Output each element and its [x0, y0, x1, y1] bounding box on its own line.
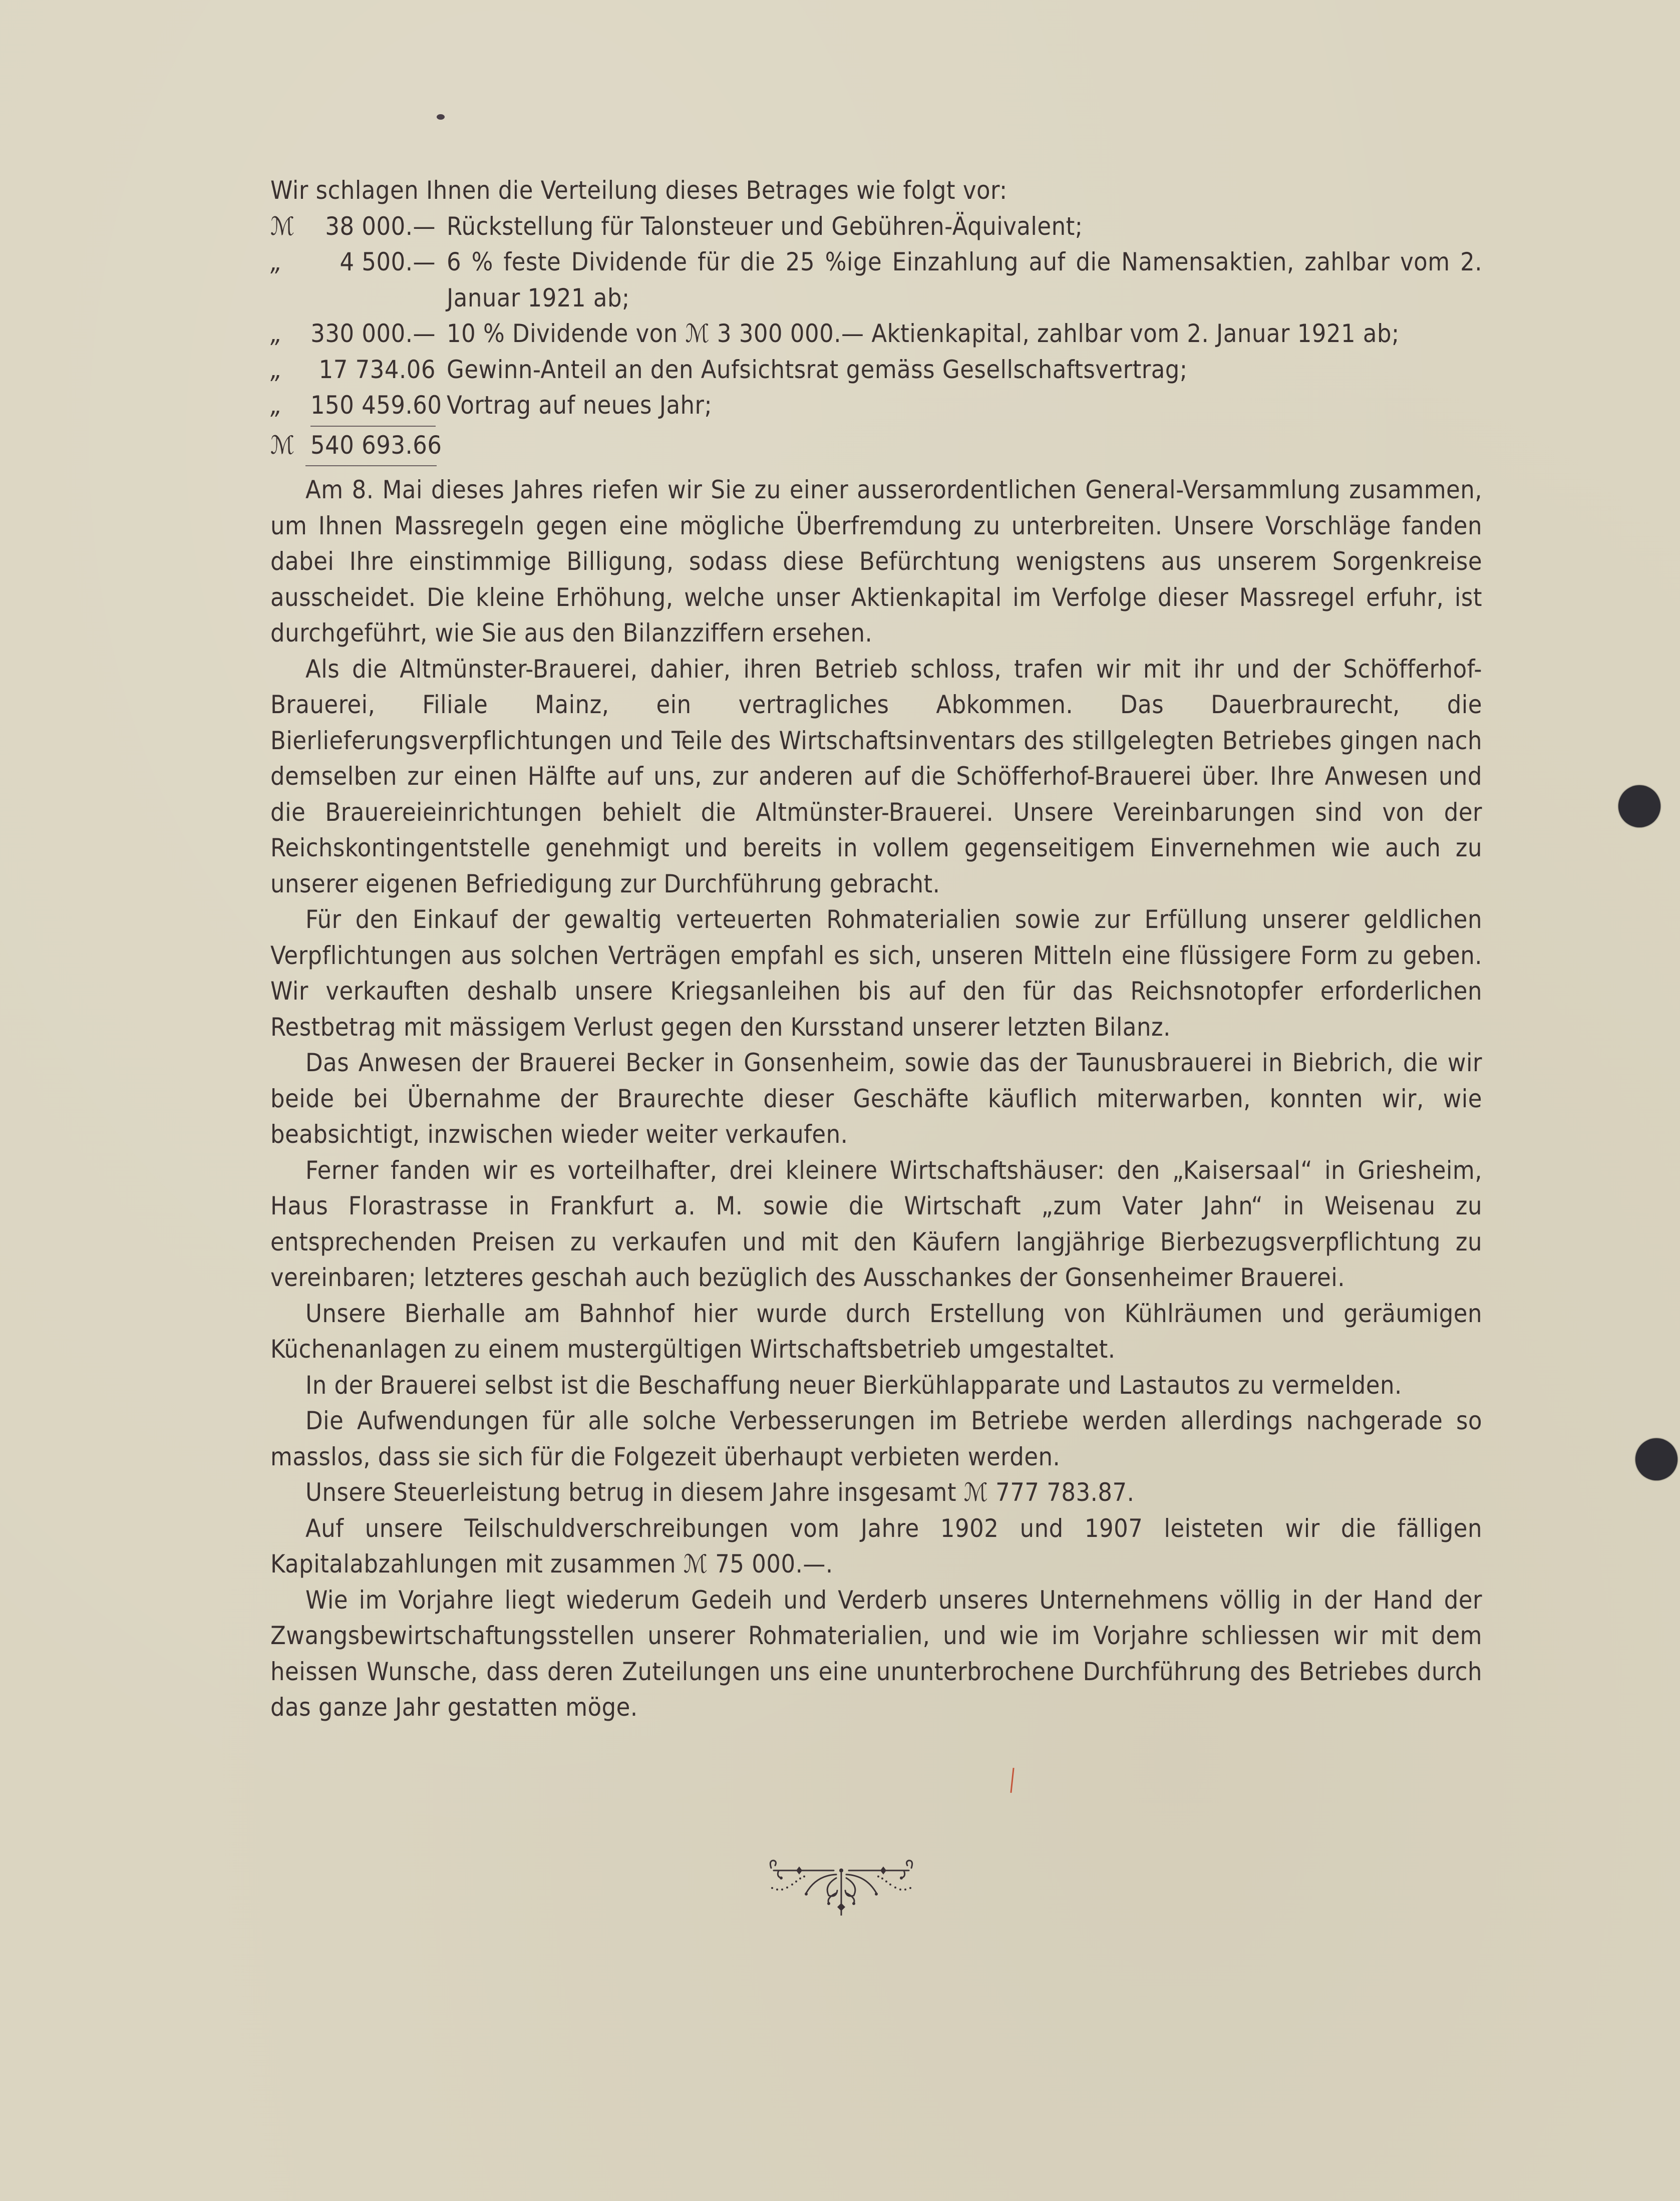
allocation-amount: 150 459.60: [310, 391, 442, 420]
paragraph: Als die Altmünster-Brauerei, dahier, ihren Betrieb schloss, trafen wir mit ihr und der Schöfferhof-Brauerei, Filiale Mainz, ein vertragliches Abkommen. Das Dauerbraurecht, die Bierlieferungsverpflichtungen und Teile des Wirtschaftsinventars des stillgelegten Betriebes gingen nach demselben zur einen Hälfte auf uns, zur anderen auf die Schöfferhof-Brauerei über. Ihre Anwesen und die Brauereieinrichtungen behielt die Altmünster-Brauerei. Unsere Vereinbarungen sind von der Reichskontingentstelle genehmigt und bereits in vollem gegenseitigem Einvernehmen wie auch zu unserer eigenen Befriedigung zur Durchführung gebracht.: [270, 654, 1482, 898]
document-body: [270, 173, 1482, 1726]
paragraph: Für den Einkauf der gewaltig verteuerten Rohmaterialien sowie zur Erfüllung unserer geldlichen Verpflichtungen aus solchen Verträgen empfahl es sich, unseren Mitteln eine flüssigere Form zu geben. Wir verkauften deshalb unsere Kriegsanleihen bis auf den für das Reichsnotopfer erforderlichen Restbetrag mit mässigem Verlust gegen den Kursstand unserer letzten Bilanz.: [270, 905, 1482, 1042]
ditto-mark: „: [270, 319, 282, 348]
allocation-amount: 38 000.—: [325, 211, 436, 241]
allocation-amount: 330 000.—: [310, 319, 436, 348]
allocation-total-row: [270, 428, 1482, 464]
allocation-description: Vortrag auf neues Jahr;: [447, 391, 713, 420]
ditto-mark: „: [270, 355, 282, 384]
sum-rule: [310, 426, 436, 427]
allocation-table: [270, 209, 1482, 467]
allocation-row: [270, 316, 1482, 352]
paragraph: Wie im Vorjahre liegt wiederum Gedeih und Verderb unseres Unternehmens völlig in der Hand der Zwangsbewirtschaftungsstellen unserer Rohmaterialien, und wie im Vorjahre schliessen wir mit dem heissen Wunsche, dass deren Zuteilungen uns eine ununterbrochene Durchführung des Betriebes durch das ganze Jahr gestatten möge.: [270, 1585, 1482, 1722]
paragraph: Ferner fanden wir es vorteilhafter, drei kleinere Wirtschaftshäuser: den „Kaisersaal“ in Griesheim, Haus Florastrasse in Frankfurt a. M. sowie die Wirtschaft „zum Vater Jahn“ in Weisenau zu entsprechenden Preisen zu verkaufen und mit den Käufern langjährige Bierbezugsverpflichtung zu vereinbaren; letzteres geschah auch bezüglich des Ausschankes der Gonsenheimer Brauerei.: [270, 1155, 1482, 1292]
paragraph: Unsere Bierhalle am Bahnhof hier wurde durch Erstellung von Kühlräumen und geräumigen Küchenanlagen zu einem mustergültigen Wirtschaftsbetrieb umgestaltet.: [270, 1299, 1482, 1364]
allocation-row: [270, 352, 1482, 388]
ditto-mark: „: [270, 247, 282, 276]
paragraph: Das Anwesen der Brauerei Becker in Gonsenheim, sowie das der Taunusbrauerei in Biebrich, die wir beide bei Übernahme der Braurechte dieser Geschäfte käuflich miterwarben, konnten wir, wie beabsichtigt, inzwischen wieder weiter verkaufen.: [270, 1048, 1482, 1149]
total-rule: [305, 465, 437, 466]
paragraph: Am 8. Mai dieses Jahres riefen wir Sie zu einer ausserordentlichen General-Versammlung zusammen, um Ihnen Massregeln gegen eine mögliche Überfremdung zu unterbreiten. Unsere Vorschläge fanden dabei Ihre einstimmige Billigung, sodass diese Befürchtung wenigstens aus unserem Sorgenkreise ausscheidet. Die kleine Erhöhung, welche unser Aktienkapital im Verfolge dieser Massregel erfuhr, ist durchgeführt, wie Sie aus den Bilanzziffern ersehen.: [270, 475, 1482, 648]
allocation-description: Rückstellung für Talonsteuer und Gebühren-Äquivalent;: [447, 211, 1083, 241]
ditto-mark: „: [270, 391, 282, 420]
paragraph: Unsere Steuerleistung betrug in diesem Jahre insgesamt ℳ 777 783.87.: [305, 1478, 1135, 1507]
paragraph: In der Brauerei selbst ist die Beschaffung neuer Bierkühlapparate und Lastautos zu vermelden.: [305, 1370, 1402, 1400]
currency-mark: ℳ: [270, 430, 295, 460]
paragraph: Die Aufwendungen für alle solche Verbesserungen im Betriebe werden allerdings nachgerade so masslos, dass sie sich für die Folgezeit überhaupt verbieten werden.: [270, 1406, 1482, 1471]
allocation-description: Gewinn-Anteil an den Aufsichtsrat gemäss Gesellschaftsvertrag;: [447, 355, 1188, 384]
binder-hole-bottom: [1635, 1438, 1677, 1480]
currency-mark: ℳ: [270, 211, 295, 241]
allocation-row: [270, 209, 1482, 245]
allocation-row: [270, 244, 1482, 316]
ink-speck: [437, 114, 445, 120]
allocation-intro: Wir schlagen Ihnen die Verteilung dieses Betrages wie folgt vor:: [270, 176, 1007, 205]
allocation-description: 10 % Dividende von ℳ 3 300 000.— Aktienkapital, zahlbar vom 2. Januar 1921 ab;: [447, 319, 1400, 348]
allocation-amount: 4 500.—: [340, 247, 436, 276]
ornament-vignette-icon: [766, 1855, 916, 1916]
binder-hole-top: [1618, 785, 1660, 827]
paragraph: Auf unsere Teilschuldverschreibungen vom Jahre 1902 und 1907 leisteten wir die fälligen Kapitalabzahlungen mit zusammen ℳ 75 000.—.: [270, 1513, 1482, 1579]
allocation-row: [270, 388, 1482, 424]
allocation-description: 6 % feste Dividende für die 25 %ige Einzahlung auf die Namensaktien, zahlbar vom 2. Januar 1921 ab;: [447, 247, 1482, 312]
allocation-amount: 17 734.06: [318, 355, 436, 384]
allocation-total: 540 693.66: [310, 430, 442, 460]
